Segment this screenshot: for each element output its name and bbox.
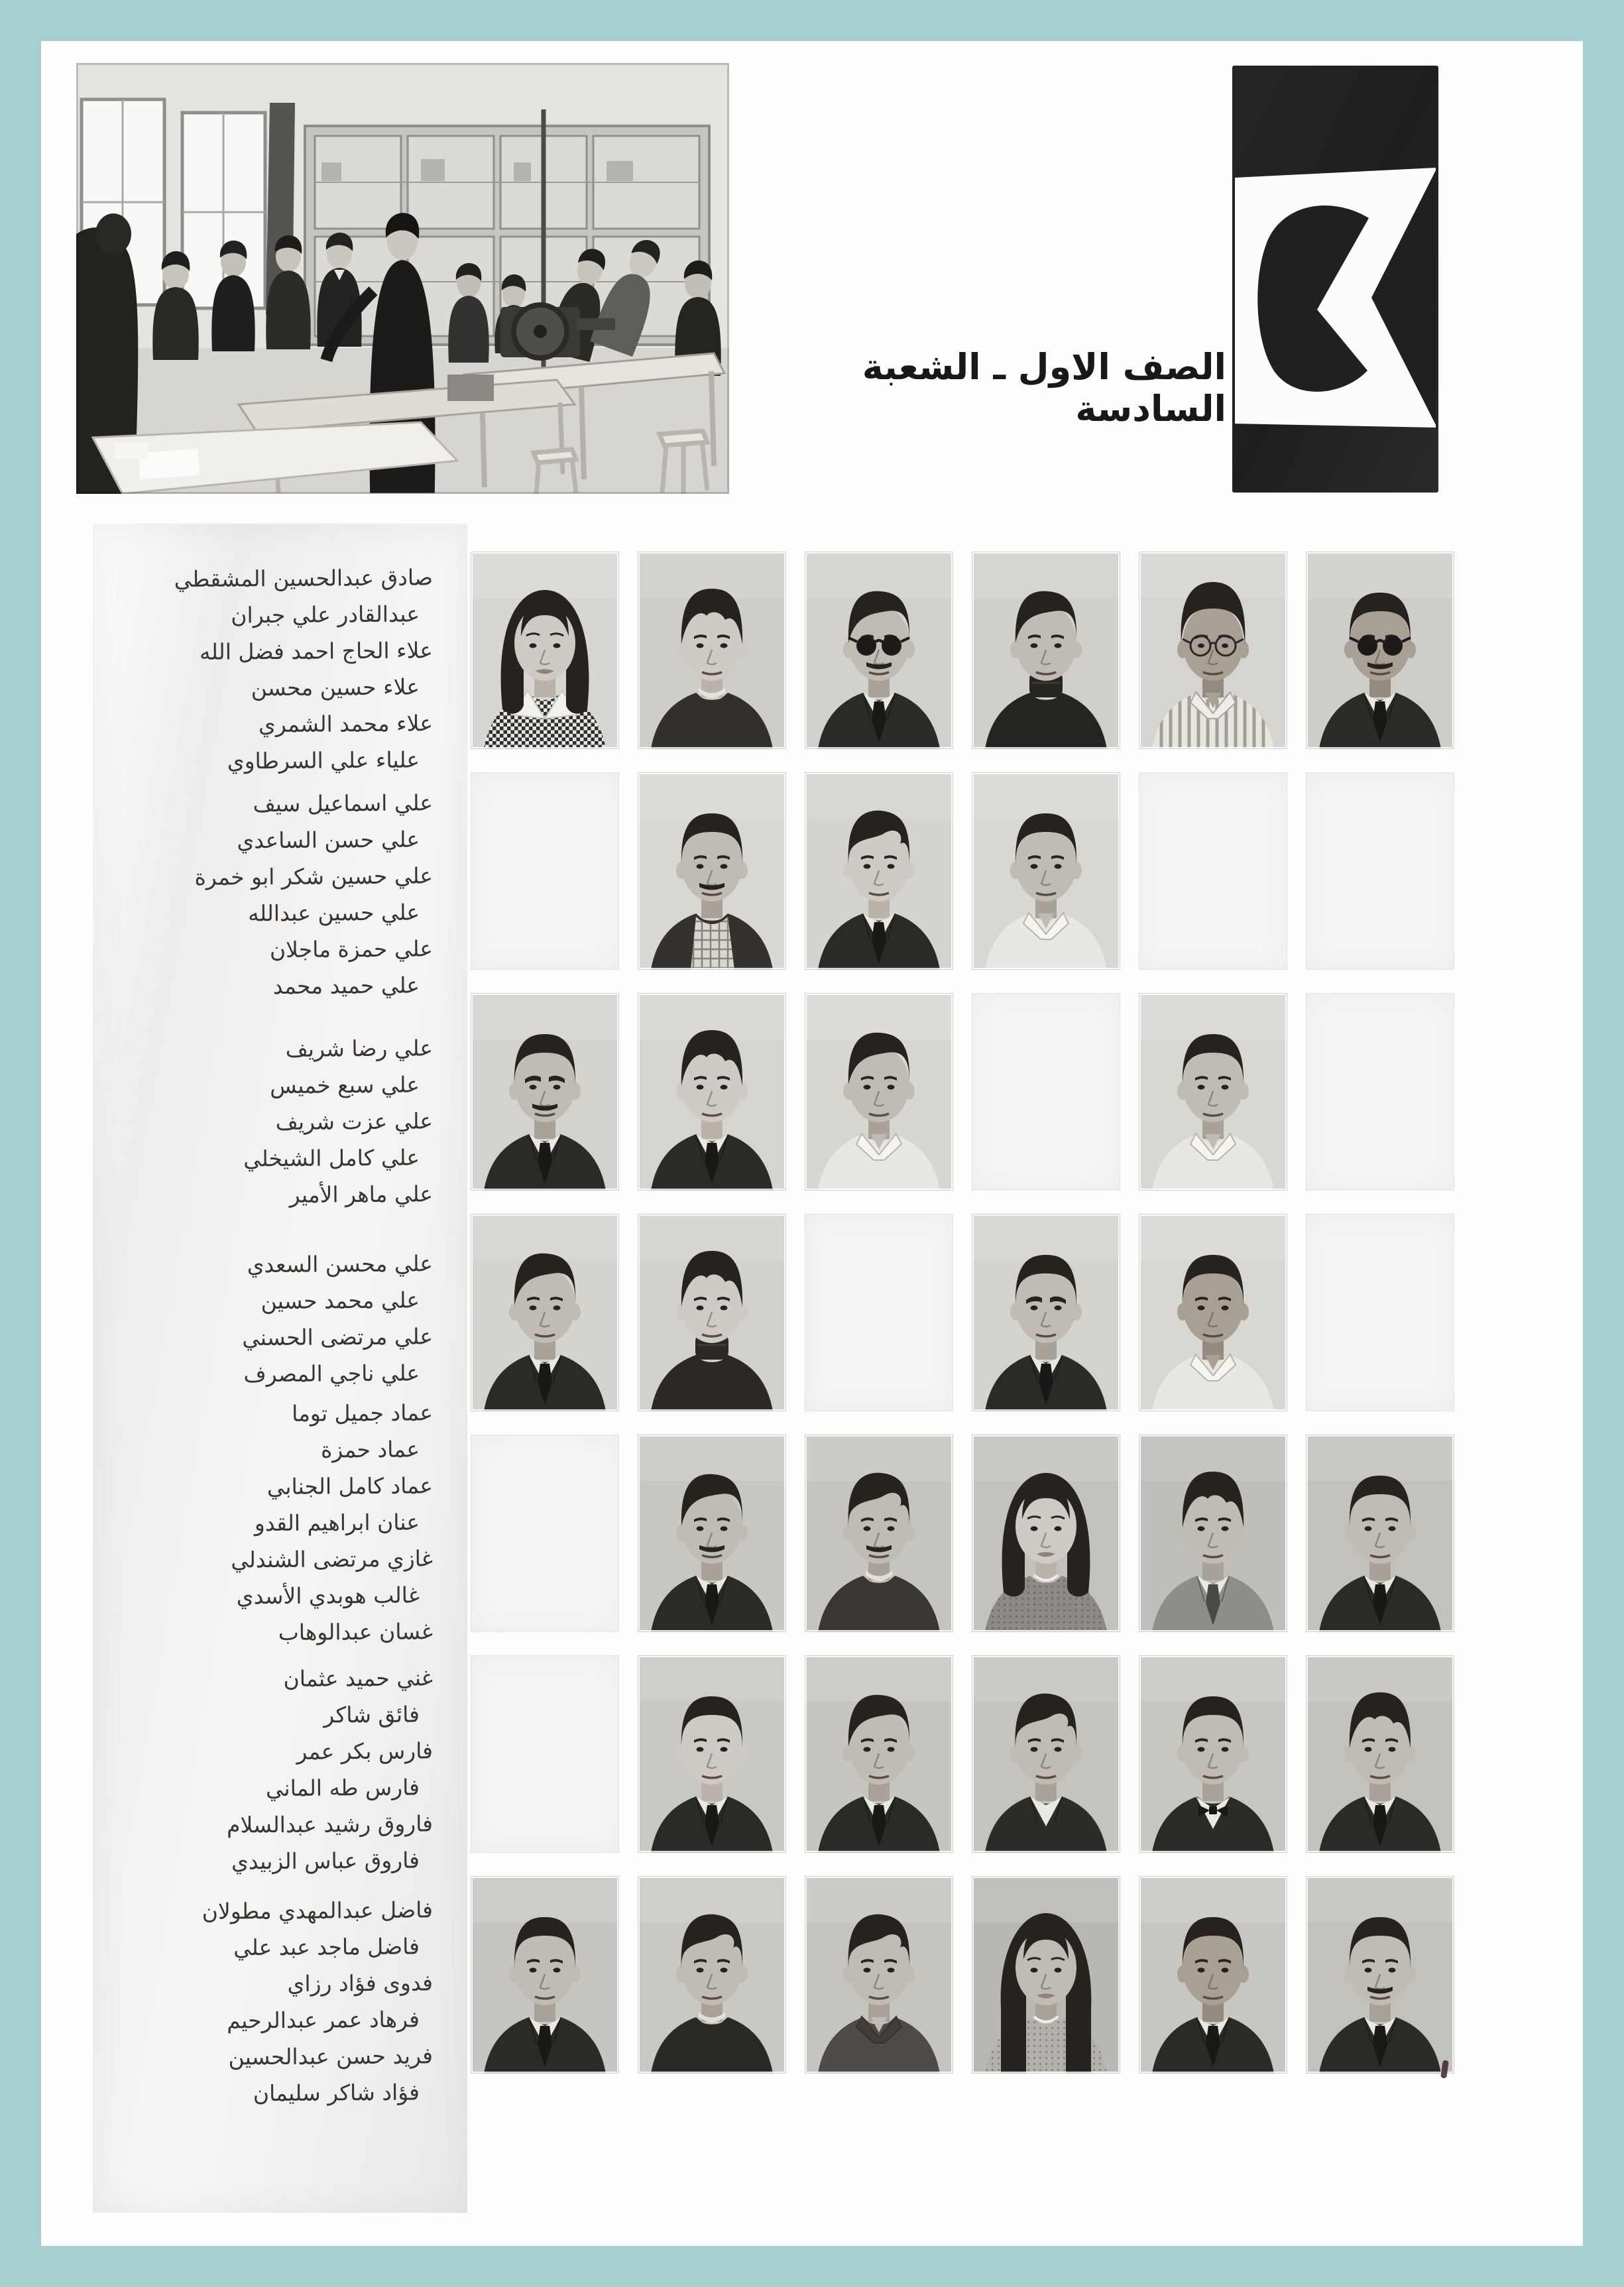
portrait-photo bbox=[638, 772, 786, 970]
page-title: الصف الاول ـ الشعبة السادسة bbox=[862, 346, 1226, 430]
classroom-photo bbox=[76, 63, 729, 494]
student-name: فارس طه الماني bbox=[265, 1774, 420, 1802]
portrait-photo bbox=[1139, 1876, 1287, 2074]
emblem-logo bbox=[1231, 64, 1440, 494]
portrait-photo bbox=[972, 772, 1120, 970]
student-name: علي حسين شكر ابو خمرة bbox=[194, 862, 434, 890]
portrait-photo bbox=[805, 1876, 953, 2074]
student-name: غالب هوبدي الأسدي bbox=[236, 1582, 420, 1610]
empty-photo-slot bbox=[471, 1655, 619, 1853]
portrait-photo bbox=[805, 993, 953, 1191]
student-name: غني حميد عثمان bbox=[283, 1665, 434, 1692]
student-name: علي عزت شريف bbox=[275, 1108, 434, 1136]
portrait-photo bbox=[1139, 1435, 1287, 1632]
student-name: علي سبع خميس bbox=[270, 1071, 420, 1099]
student-name: علي حمزة ماجلان bbox=[269, 935, 434, 963]
portrait-photo bbox=[1139, 1214, 1287, 1411]
student-name: فاروق رشيد عبدالسلام bbox=[226, 1810, 434, 1838]
portrait-photo bbox=[1306, 552, 1454, 749]
portrait-photo bbox=[1139, 552, 1287, 749]
portrait-photo bbox=[1306, 1876, 1454, 2074]
roster-group bbox=[93, 1893, 467, 2111]
portrait-photo bbox=[638, 1876, 786, 2074]
roster-group bbox=[93, 1661, 467, 1879]
portrait-photo bbox=[972, 1655, 1120, 1853]
student-name: علاء حسين محسن bbox=[251, 674, 420, 701]
student-name: علي حسين عبدالله bbox=[248, 899, 420, 927]
student-name: فاروق عباس الزبيدي bbox=[231, 1847, 420, 1875]
student-name: علي مرتضى الحسني bbox=[242, 1323, 434, 1351]
roster-group bbox=[93, 1031, 467, 1213]
portrait-photo bbox=[972, 552, 1120, 749]
student-name: علي محمد حسين bbox=[261, 1287, 420, 1315]
empty-photo-slot bbox=[1306, 993, 1454, 1191]
student-name: فرهاد عمر عبدالرحيم bbox=[227, 2006, 420, 2034]
student-name: عماد جميل توما bbox=[291, 1399, 434, 1427]
student-name: غسان عبدالوهاب bbox=[278, 1618, 434, 1646]
portrait-photo bbox=[805, 772, 953, 970]
student-name: غازي مرتضى الشندلي bbox=[231, 1545, 434, 1573]
portrait-photo bbox=[1139, 1655, 1287, 1853]
student-name: فاضل عبدالمهدي مطولان bbox=[202, 1897, 434, 1924]
student-name: علي رضا شريف bbox=[285, 1035, 434, 1062]
portrait-photo bbox=[805, 552, 953, 749]
student-name: علي محسن السعدي bbox=[247, 1250, 434, 1278]
student-name: علي ناجي المصرف bbox=[243, 1360, 420, 1387]
yearbook-page bbox=[41, 41, 1583, 2246]
student-name: فدوى فؤاد رزاي bbox=[287, 1969, 434, 1997]
empty-photo-slot bbox=[1139, 772, 1287, 970]
roster-group bbox=[93, 1246, 467, 1392]
empty-photo-slot bbox=[805, 1214, 953, 1411]
portrait-photo bbox=[805, 1655, 953, 1853]
portrait-photo bbox=[805, 1435, 953, 1632]
student-name: علي حسن الساعدي bbox=[237, 826, 420, 854]
student-name: علي كامل الشيخلي bbox=[243, 1144, 420, 1172]
student-name: علي حميد محمد bbox=[272, 972, 420, 1000]
portrait-photo bbox=[1306, 1655, 1454, 1853]
empty-photo-slot bbox=[471, 1435, 619, 1632]
portrait-photo bbox=[638, 993, 786, 1191]
roster-group bbox=[93, 786, 467, 1004]
student-name: عبدالقادر علي جبران bbox=[231, 601, 420, 628]
portrait-photo bbox=[972, 1435, 1120, 1632]
empty-photo-slot bbox=[471, 772, 619, 970]
student-name: علياء علي السرطاوي bbox=[227, 746, 420, 774]
roster-group bbox=[93, 560, 467, 779]
portrait-photo bbox=[471, 993, 619, 1191]
portrait-photo bbox=[638, 552, 786, 749]
student-name: علاء محمد الشمري bbox=[258, 710, 434, 738]
portrait-photo bbox=[638, 1214, 786, 1411]
student-name: علي اسماعيل سيف bbox=[253, 790, 434, 817]
portrait-photo bbox=[638, 1655, 786, 1853]
student-name: فائق شاكر bbox=[323, 1701, 420, 1728]
empty-photo-slot bbox=[1306, 1214, 1454, 1411]
portrait-photo bbox=[638, 1435, 786, 1632]
student-name: فؤاد شاكر سليمان bbox=[253, 2079, 420, 2107]
student-name: علي ماهر الأمير bbox=[289, 1181, 434, 1208]
student-name: علاء الحاج احمد فضل الله bbox=[199, 637, 434, 665]
student-name: فارس بكر عمر bbox=[296, 1737, 434, 1765]
student-name: عماد كامل الجنابي bbox=[266, 1472, 434, 1500]
portrait-photo bbox=[471, 1214, 619, 1411]
student-name: فريد حسن عبدالحسين bbox=[228, 2042, 434, 2070]
portrait-photo bbox=[1139, 993, 1287, 1191]
empty-photo-slot bbox=[972, 993, 1120, 1191]
portrait-photo bbox=[471, 552, 619, 749]
student-roster bbox=[93, 524, 467, 2213]
portrait-photo bbox=[1306, 1435, 1454, 1632]
student-name: عنان ابراهيم القدو bbox=[254, 1509, 420, 1537]
empty-photo-slot bbox=[1306, 772, 1454, 970]
student-name: صادق عبدالحسين المشقطي bbox=[174, 564, 434, 593]
portrait-photo bbox=[972, 1214, 1120, 1411]
student-name: عماد حمزة bbox=[320, 1436, 420, 1463]
roster-group bbox=[93, 1395, 467, 1651]
student-name: فاضل ماجد عبد علي bbox=[233, 1933, 420, 1961]
portrait-photo bbox=[972, 1876, 1120, 2074]
portrait-photo bbox=[471, 1876, 619, 2074]
